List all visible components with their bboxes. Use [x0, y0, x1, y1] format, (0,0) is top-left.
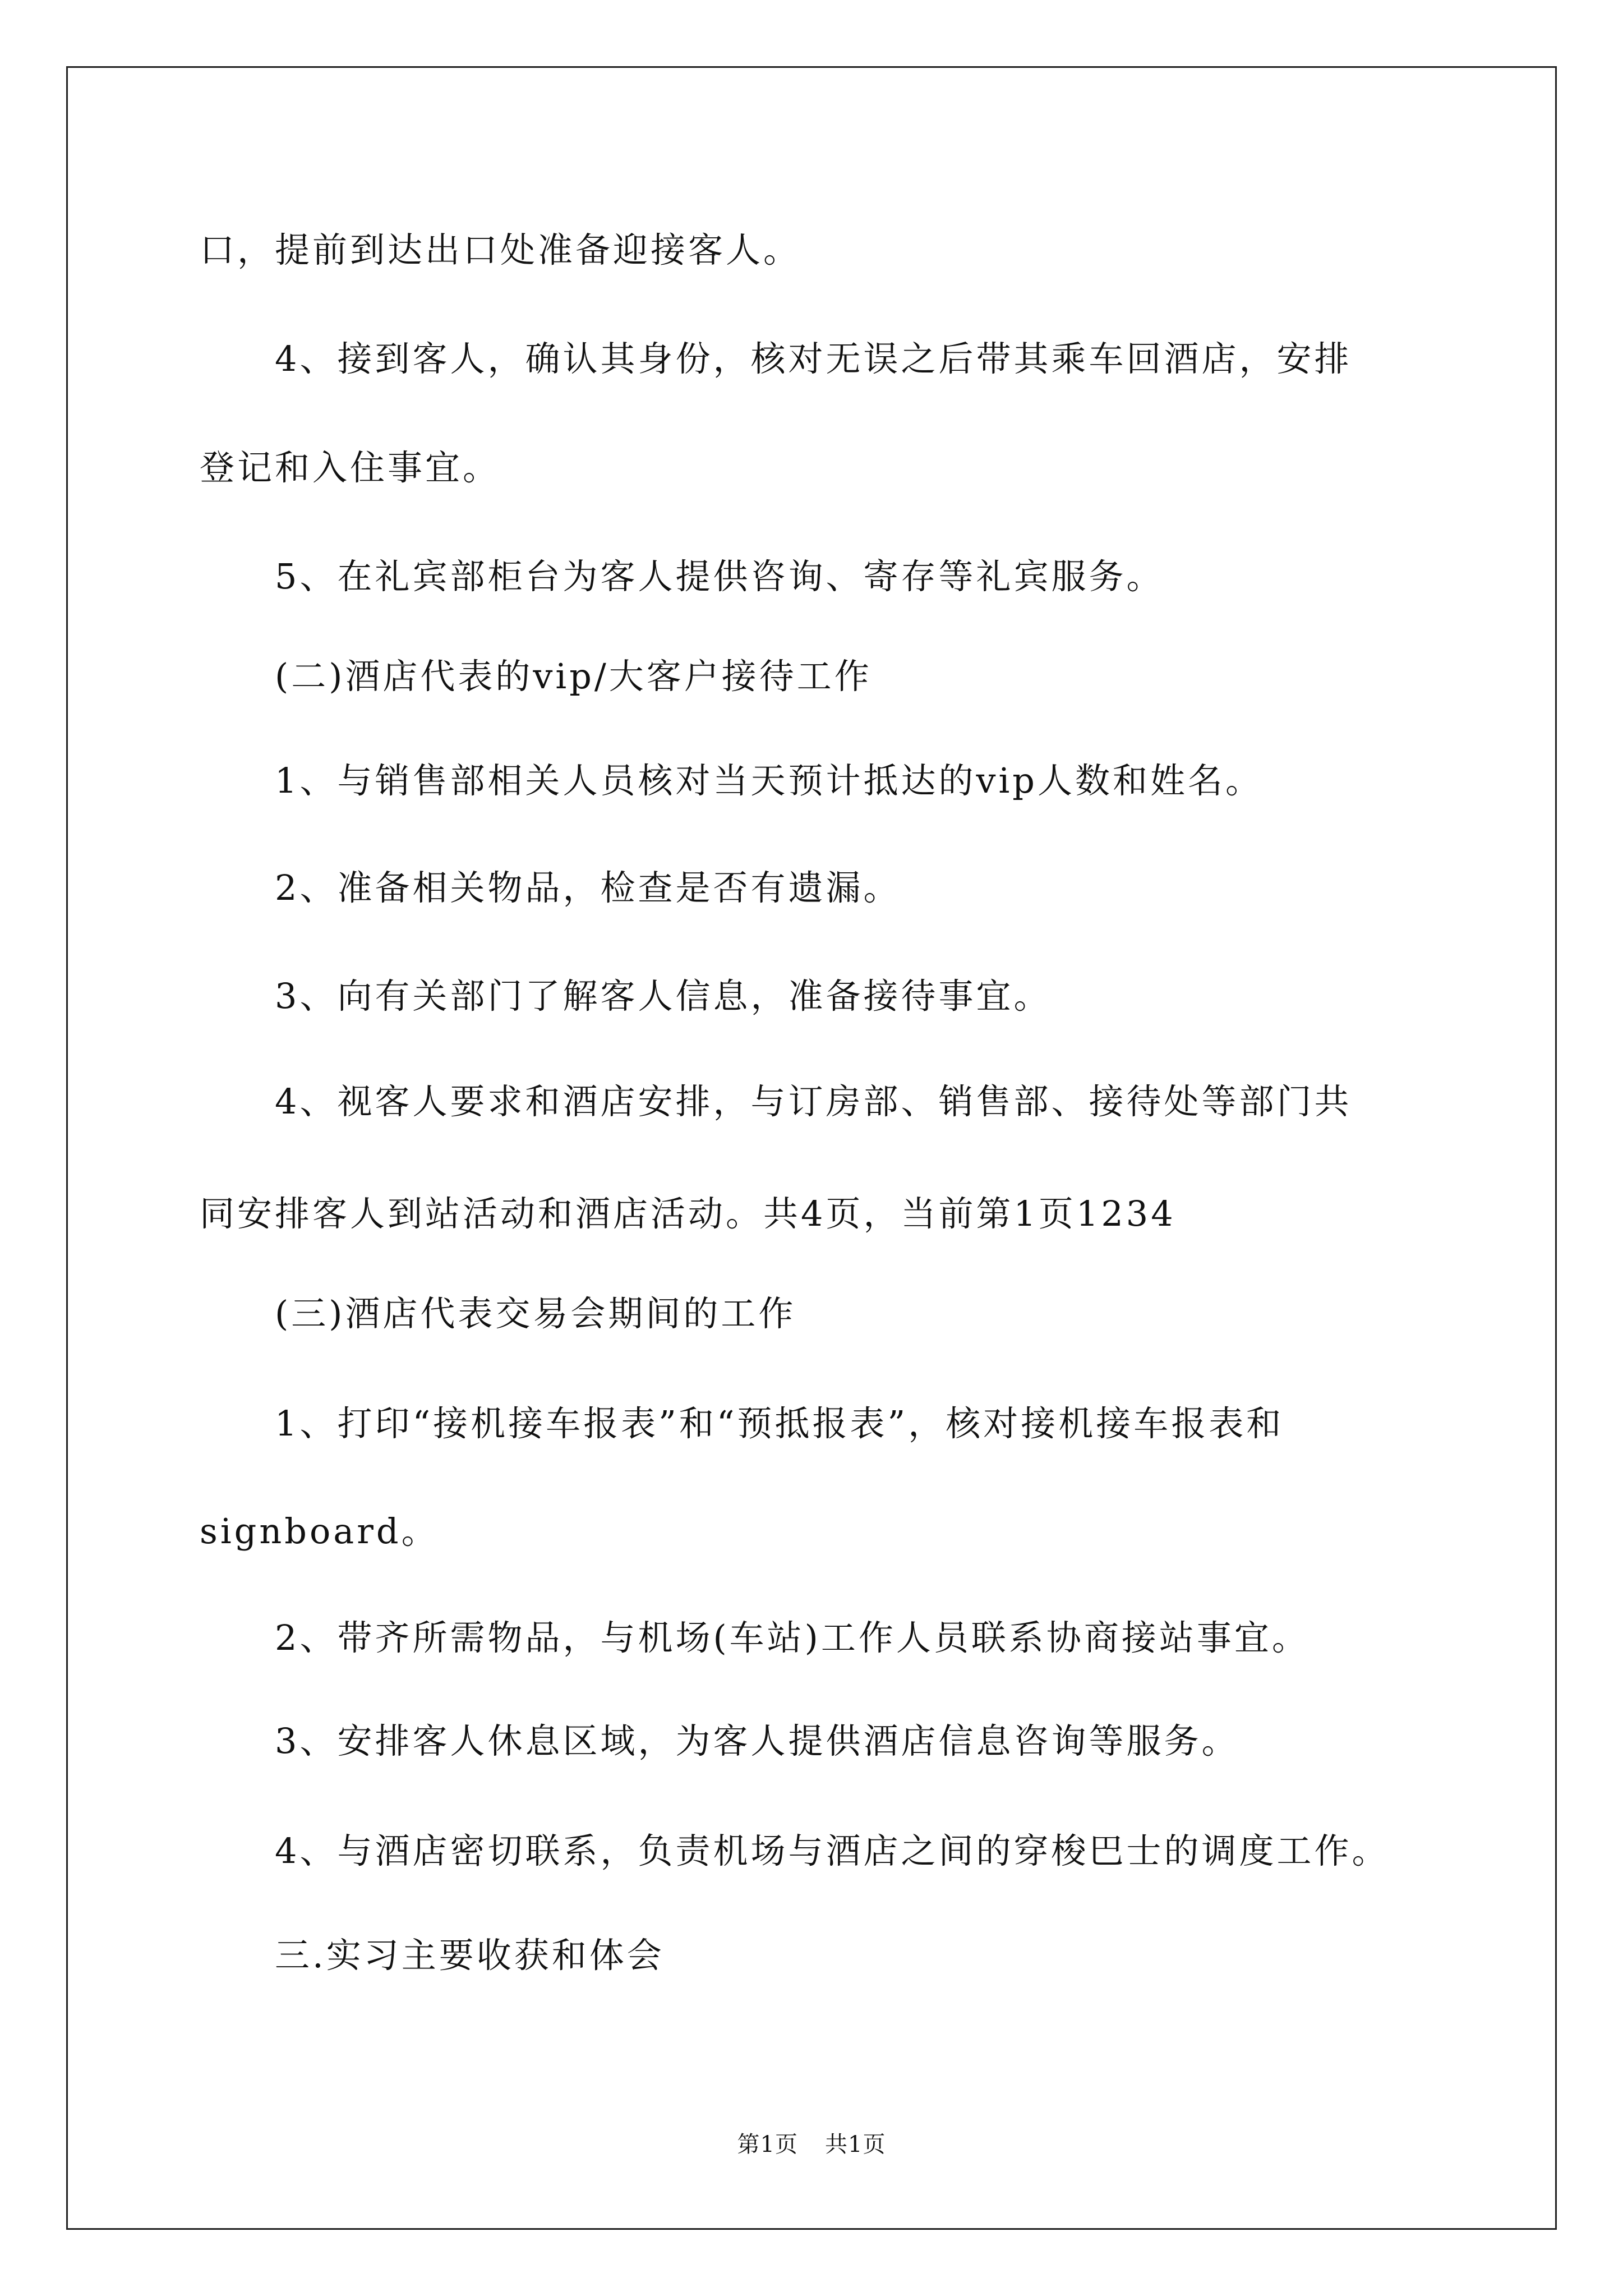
text-line-item-3: 3、安排客人休息区域，为客人提供酒店信息咨询等服务。 [275, 1720, 1239, 1761]
text-line-continuation: 口，提前到达出口处准备迎接客人。 [200, 229, 801, 270]
text-line-item-1: 1、打印“接机接车报表”和“预抵报表”，核对接机接车报表和 [275, 1403, 1284, 1444]
section-heading-2: (二)酒店代表的vip/大客户接待工作 [275, 656, 872, 697]
footer-total-pages: 共1页 [825, 2132, 886, 2157]
footer-current-page: 第1页 [737, 2132, 798, 2157]
text-line-item-4: 4、接到客人，确认其身份，核对无误之后带其乘车回酒店，安排 [275, 338, 1352, 379]
text-line-item-5: 5、在礼宾部柜台为客人提供咨询、寄存等礼宾服务。 [275, 556, 1164, 597]
page-border [66, 66, 1557, 2230]
text-line-item-1: 1、与销售部相关人员核对当天预计抵达的vip人数和姓名。 [275, 760, 1263, 801]
text-line-item-4: 4、与酒店密切联系，负责机场与酒店之间的穿梭巴士的调度工作。 [275, 1830, 1390, 1871]
text-line-item-4: 4、视客人要求和酒店安排，与订房部、销售部、接待处等部门共 [275, 1081, 1352, 1122]
text-line-continuation: 登记和入住事宜。 [200, 447, 501, 488]
text-line-continuation: 同安排客人到站活动和酒店活动。共4页，当前第1页1234 [200, 1193, 1176, 1234]
section-heading-three: 三.实习主要收获和体会 [275, 1935, 665, 1976]
text-line-continuation: signboard。 [200, 1511, 439, 1552]
text-line-item-2: 2、带齐所需物品，与机场(车站)工作人员联系协商接站事宜。 [275, 1617, 1310, 1658]
section-heading-3: (三)酒店代表交易会期间的工作 [275, 1293, 796, 1334]
text-line-item-2: 2、准备相关物品，检查是否有遗漏。 [275, 867, 901, 908]
text-line-item-3: 3、向有关部门了解客人信息，准备接待事宜。 [275, 976, 1052, 1016]
page-footer [0, 2129, 1623, 2160]
